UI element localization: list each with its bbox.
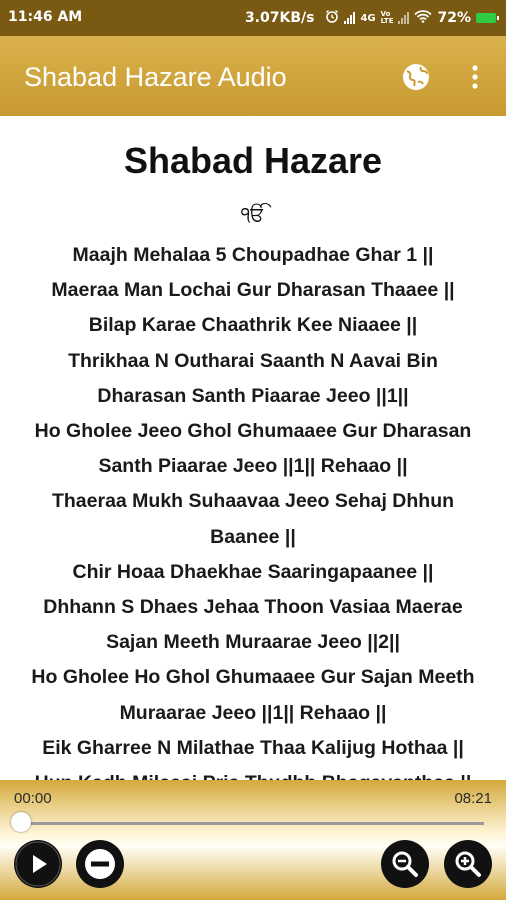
seek-thumb[interactable]	[11, 812, 31, 832]
status-icons	[245, 9, 496, 27]
app-title: Shabad Hazare Audio	[24, 62, 287, 92]
play-button[interactable]	[14, 840, 62, 888]
shabad-line: Baanee ||	[210, 525, 296, 548]
zoom-in-button[interactable]	[444, 840, 492, 888]
shabad-line: Chir Hoaa Dhaekhae Saaringapaanee ||	[72, 560, 434, 583]
shabad-line: Muraarae Jeeo ||1|| Rehaao ||	[119, 701, 387, 724]
shabad-content[interactable]	[7, 118, 499, 780]
status-time: 11:46 AM	[8, 9, 83, 25]
shabad-line: Bilap Karae Chaathrik Kee Niaaee ||	[88, 314, 418, 337]
shabad-line: Maajh Mehalaa 5 Choupadhae Ghar 1 ||	[72, 244, 434, 266]
ik-onkar-symbol: ੴ	[240, 204, 266, 226]
signal-icon	[344, 12, 355, 24]
audio-player	[0, 780, 506, 900]
seek-bar[interactable]	[21, 822, 484, 825]
network-type: 4G	[360, 12, 376, 24]
battery-charging-icon	[476, 13, 496, 23]
shabad-line: Eik Gharree N Milathae Thaa Kalijug Hothaa ||	[42, 736, 464, 759]
document-title: Shabad Hazare	[123, 140, 383, 181]
zoom-in-icon	[444, 840, 492, 888]
play-icon	[14, 840, 62, 888]
shabad-line: Ho Gholee Ho Ghol Ghumaaee Gur Sajan Meeth	[31, 666, 475, 689]
globe-icon[interactable]	[401, 62, 431, 92]
more-vert-icon[interactable]	[466, 62, 484, 92]
network-speed: 3.07KB/s	[244, 10, 315, 26]
duration: 08:21	[454, 790, 492, 807]
shabad-lines	[7, 238, 499, 801]
shabad-line: Dhhann S Dhaes Jehaa Thoon Vasiaa Maerae	[43, 596, 463, 619]
signal-icon-secondary	[398, 12, 409, 24]
wifi-icon	[414, 10, 432, 27]
battery-percent: 72%	[437, 10, 471, 26]
zoom-out-icon	[381, 840, 429, 888]
shabad-line: Dharasan Santh Piaarae Jeeo ||1||	[97, 384, 409, 407]
volte-badge: Vo LTE	[380, 10, 394, 25]
shabad-line: Ho Gholee Jeeo Ghol Ghumaaee Gur Dharasan	[34, 420, 472, 443]
shabad-line: Sajan Meeth Muraarae Jeeo ||2||	[106, 631, 400, 654]
stop-button[interactable]	[76, 840, 124, 888]
remove-icon	[76, 840, 124, 888]
zoom-out-button[interactable]	[381, 840, 429, 888]
shabad-line: Maeraa Man Lochai Gur Dharasan Thaaee ||	[51, 279, 455, 302]
shabad-line: Thrikhaa N Outharai Saanth N Aavai Bin	[68, 349, 438, 372]
current-time: 00:00	[14, 790, 52, 807]
shabad-line: Thaeraa Mukh Suhaavaa Jeeo Sehaj Dhhun	[51, 490, 455, 513]
alarm-icon	[325, 9, 339, 27]
shabad-line: Santh Piaarae Jeeo ||1|| Rehaao ||	[98, 455, 408, 478]
status-bar	[0, 0, 506, 36]
